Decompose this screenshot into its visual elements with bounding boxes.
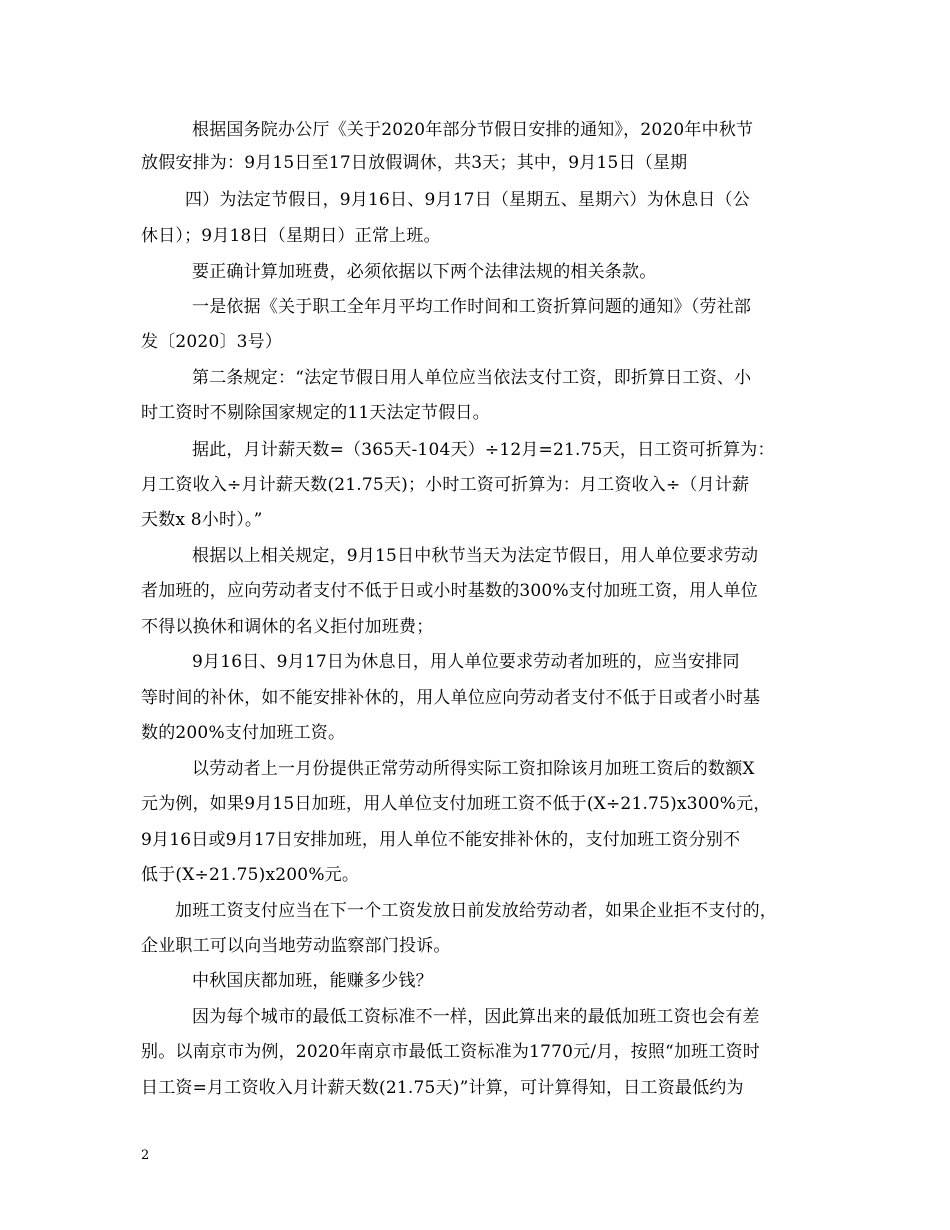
text-line: 发〔2020〕3号） [141,332,283,352]
text-line: 第二条规定：“法定节假日用人单位应当依法支付工资，即折算日工资、小 [192,368,752,388]
text-line: 加班工资支付应当在下一个工资发放日前发放给劳动者，如果企业拒不支付的， [175,901,777,921]
page-number: 2 [141,1148,150,1163]
text-line: 日工资=月工资收入月计薪天数(21.75天)”计算，可计算得知，日工资最低约为 [141,1078,744,1098]
text-line: 者加班的，应向劳动者支付不低于日或小时基数的300%支付加班工资，用人单位 [141,581,758,601]
text-line: 要正确计算加班费，必须依据以下两个法律法规的相关条款。 [192,262,657,282]
text-line: 时工资时不剔除国家规定的11天法定节假日。 [141,403,490,423]
text-line: 据此，月计薪天数=（365天-104天）÷12月=21.75天，日工资可折算为： [192,440,775,460]
text-line: 休日）；9月18日（星期日）正常上班。 [141,226,441,246]
text-line: 9月16日或9月17日安排加班，用人单位不能安排补休的，支付加班工资分别不 [141,830,741,850]
text-line: 一是依据《关于职工全年月平均工作时间和工资折算问题的通知》（劳社部 [192,297,752,317]
text-line: 数的200%支付加班工资。 [141,723,346,743]
text-line: 根据国务院办公厅《关于2020年部分节假日安排的通知》，2020年中秋节 [192,120,754,140]
text-line: 天数x 8小时）。” [141,510,263,530]
text-line: 元为例，如果9月15日加班，用人单位支付加班工资不低于(X÷21.75)x300%元， [141,794,771,814]
text-line: 四）为法定节假日，9月16日、9月17日（星期五、星期六）为休息日（公 [185,190,750,210]
text-line: 根据以上相关规定，9月15日中秋节当天为法定节假日，用人单位要求劳动 [192,546,759,566]
text-line: 低于(X÷21.75)x200%元。 [141,865,360,885]
text-line: 因为每个城市的最低工资标准不一样，因此算出来的最低加班工资也会有差 [192,1007,760,1027]
text-line: 不得以换休和调休的名义拒付加班费； [141,617,434,637]
text-line: 放假安排为：9月15日至17日放假调休，共3天；其中，9月15日（星期 [141,153,688,173]
text-line: 月工资收入÷月计薪天数(21.75天)；小时工资可折算为：月工资收入÷（月计薪 [141,475,750,495]
text-line: 别。以南京市为例，2020年南京市最低工资标准为1770元/月，按照“加班工资时 [141,1042,760,1062]
text-line: 中秋国庆都加班，能赚多少钱？ [192,971,433,991]
text-line: 等时间的补休，如不能安排补休的，用人单位应向劳动者支付不低于日或者小时基 [141,688,761,708]
text-line: 9月16日、9月17日为休息日，用人单位要求劳动者加班的，应当安排同 [192,652,740,672]
text-line: 企业职工可以向当地劳动监察部门投诉。 [141,936,451,956]
text-line: 以劳动者上一月份提供正常劳动所得实际工资扣除该月加班工资后的数额X [192,759,755,779]
